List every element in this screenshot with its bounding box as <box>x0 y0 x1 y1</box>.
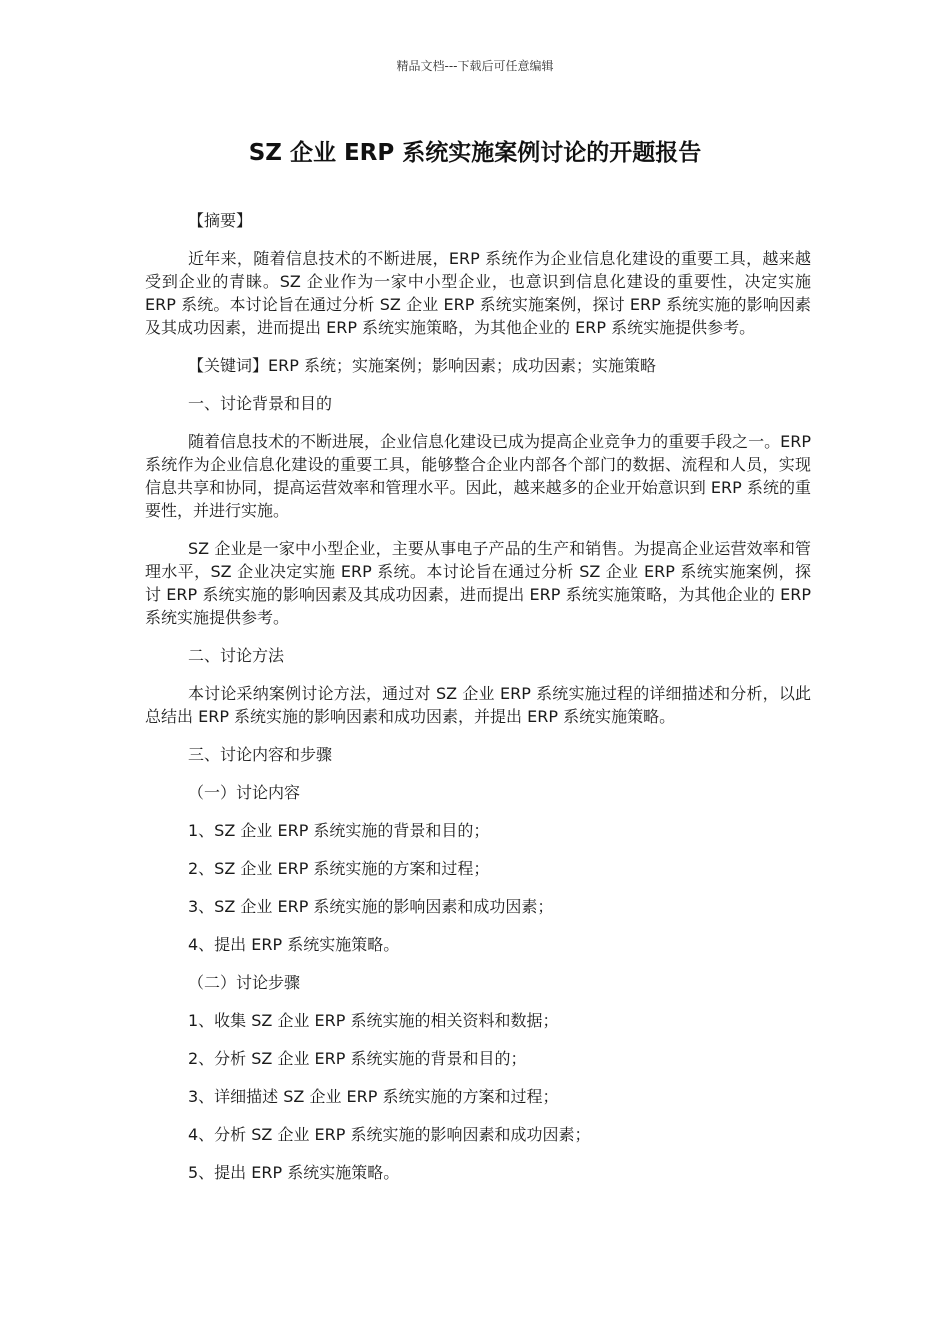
subheading-steps: （二）讨论步骤 <box>188 973 301 992</box>
document-title: SZ 企业 ERP 系统实施案例讨论的开题报告 <box>248 140 702 166</box>
method-paragraph: 本讨论采纳案例讨论方法，通过对 SZ 企业 ERP 系统实施过程的详细描述和分析，以此总结出 ERP 系统实施的影响因素和成功因素，并提出 ERP 系统实施策略。 <box>145 684 811 726</box>
content-item: 1、SZ 企业 ERP 系统实施的背景和目的； <box>188 821 490 840</box>
background-paragraph-2: SZ 企业是一家中小型企业，主要从事电子产品的生产和销售。为提高企业运营效率和管理水平，SZ 企业决定实施 ERP 系统。本讨论旨在通过分析 SZ 企业 ERP 系统实施案例，探讨 ERP 系统实施的影响因素及其成功因素，进而提出 ERP 系统实施策略，为其他企业的 ERP 系统实施提供参考。 <box>145 539 811 627</box>
content-item: 4、提出 ERP 系统实施策略。 <box>188 935 400 954</box>
section-heading-method: 二、讨论方法 <box>188 646 285 665</box>
section-heading-background: 一、讨论背景和目的 <box>188 394 333 413</box>
section-heading-content-steps: 三、讨论内容和步骤 <box>188 745 333 764</box>
step-item: 1、收集 SZ 企业 ERP 系统实施的相关资料和数据； <box>188 1011 559 1030</box>
step-item: 2、分析 SZ 企业 ERP 系统实施的背景和目的； <box>188 1049 527 1068</box>
subheading-content: （一）讨论内容 <box>188 783 301 802</box>
content-item: 3、SZ 企业 ERP 系统实施的影响因素和成功因素； <box>188 897 554 916</box>
background-paragraph-1: 随着信息技术的不断进展，企业信息化建设已成为提高企业竞争力的重要手段之一。ERP 系统作为企业信息化建设的重要工具，能够整合企业内部各个部门的数据、流程和人员，实现信息共享和协同，提高运营效率和管理水平。因此，越来越多的企业开始意识到 ERP 系统的重要性，并进行实施。 <box>145 432 811 520</box>
step-item: 5、提出 ERP 系统实施策略。 <box>188 1163 400 1182</box>
keywords-line: 【关键词】ERP 系统；实施案例；影响因素；成功因素；实施策略 <box>188 356 656 375</box>
abstract-paragraph: 近年来，随着信息技术的不断进展，ERP 系统作为企业信息化建设的重要工具，越来越受到企业的青睐。SZ 企业作为一家中小型企业，也意识到信息化建设的重要性，决定实施 ERP 系统。本讨论旨在通过分析 SZ 企业 ERP 系统实施案例，探讨 ERP 系统实施的影响因素及其成功因素，进而提出 ERP 系统实施策略，为其他企业的 ERP 系统实施提供参考。 <box>145 249 811 337</box>
abstract-heading: 【摘要】 <box>188 211 253 230</box>
document-body <box>145 209 811 1199</box>
step-item: 3、详细描述 SZ 企业 ERP 系统实施的方案和过程； <box>188 1087 559 1106</box>
content-item: 2、SZ 企业 ERP 系统实施的方案和过程； <box>188 859 490 878</box>
step-item: 4、分析 SZ 企业 ERP 系统实施的影响因素和成功因素； <box>188 1125 591 1144</box>
page-header-note: 精品文档---下载后可任意编辑 <box>396 59 554 73</box>
